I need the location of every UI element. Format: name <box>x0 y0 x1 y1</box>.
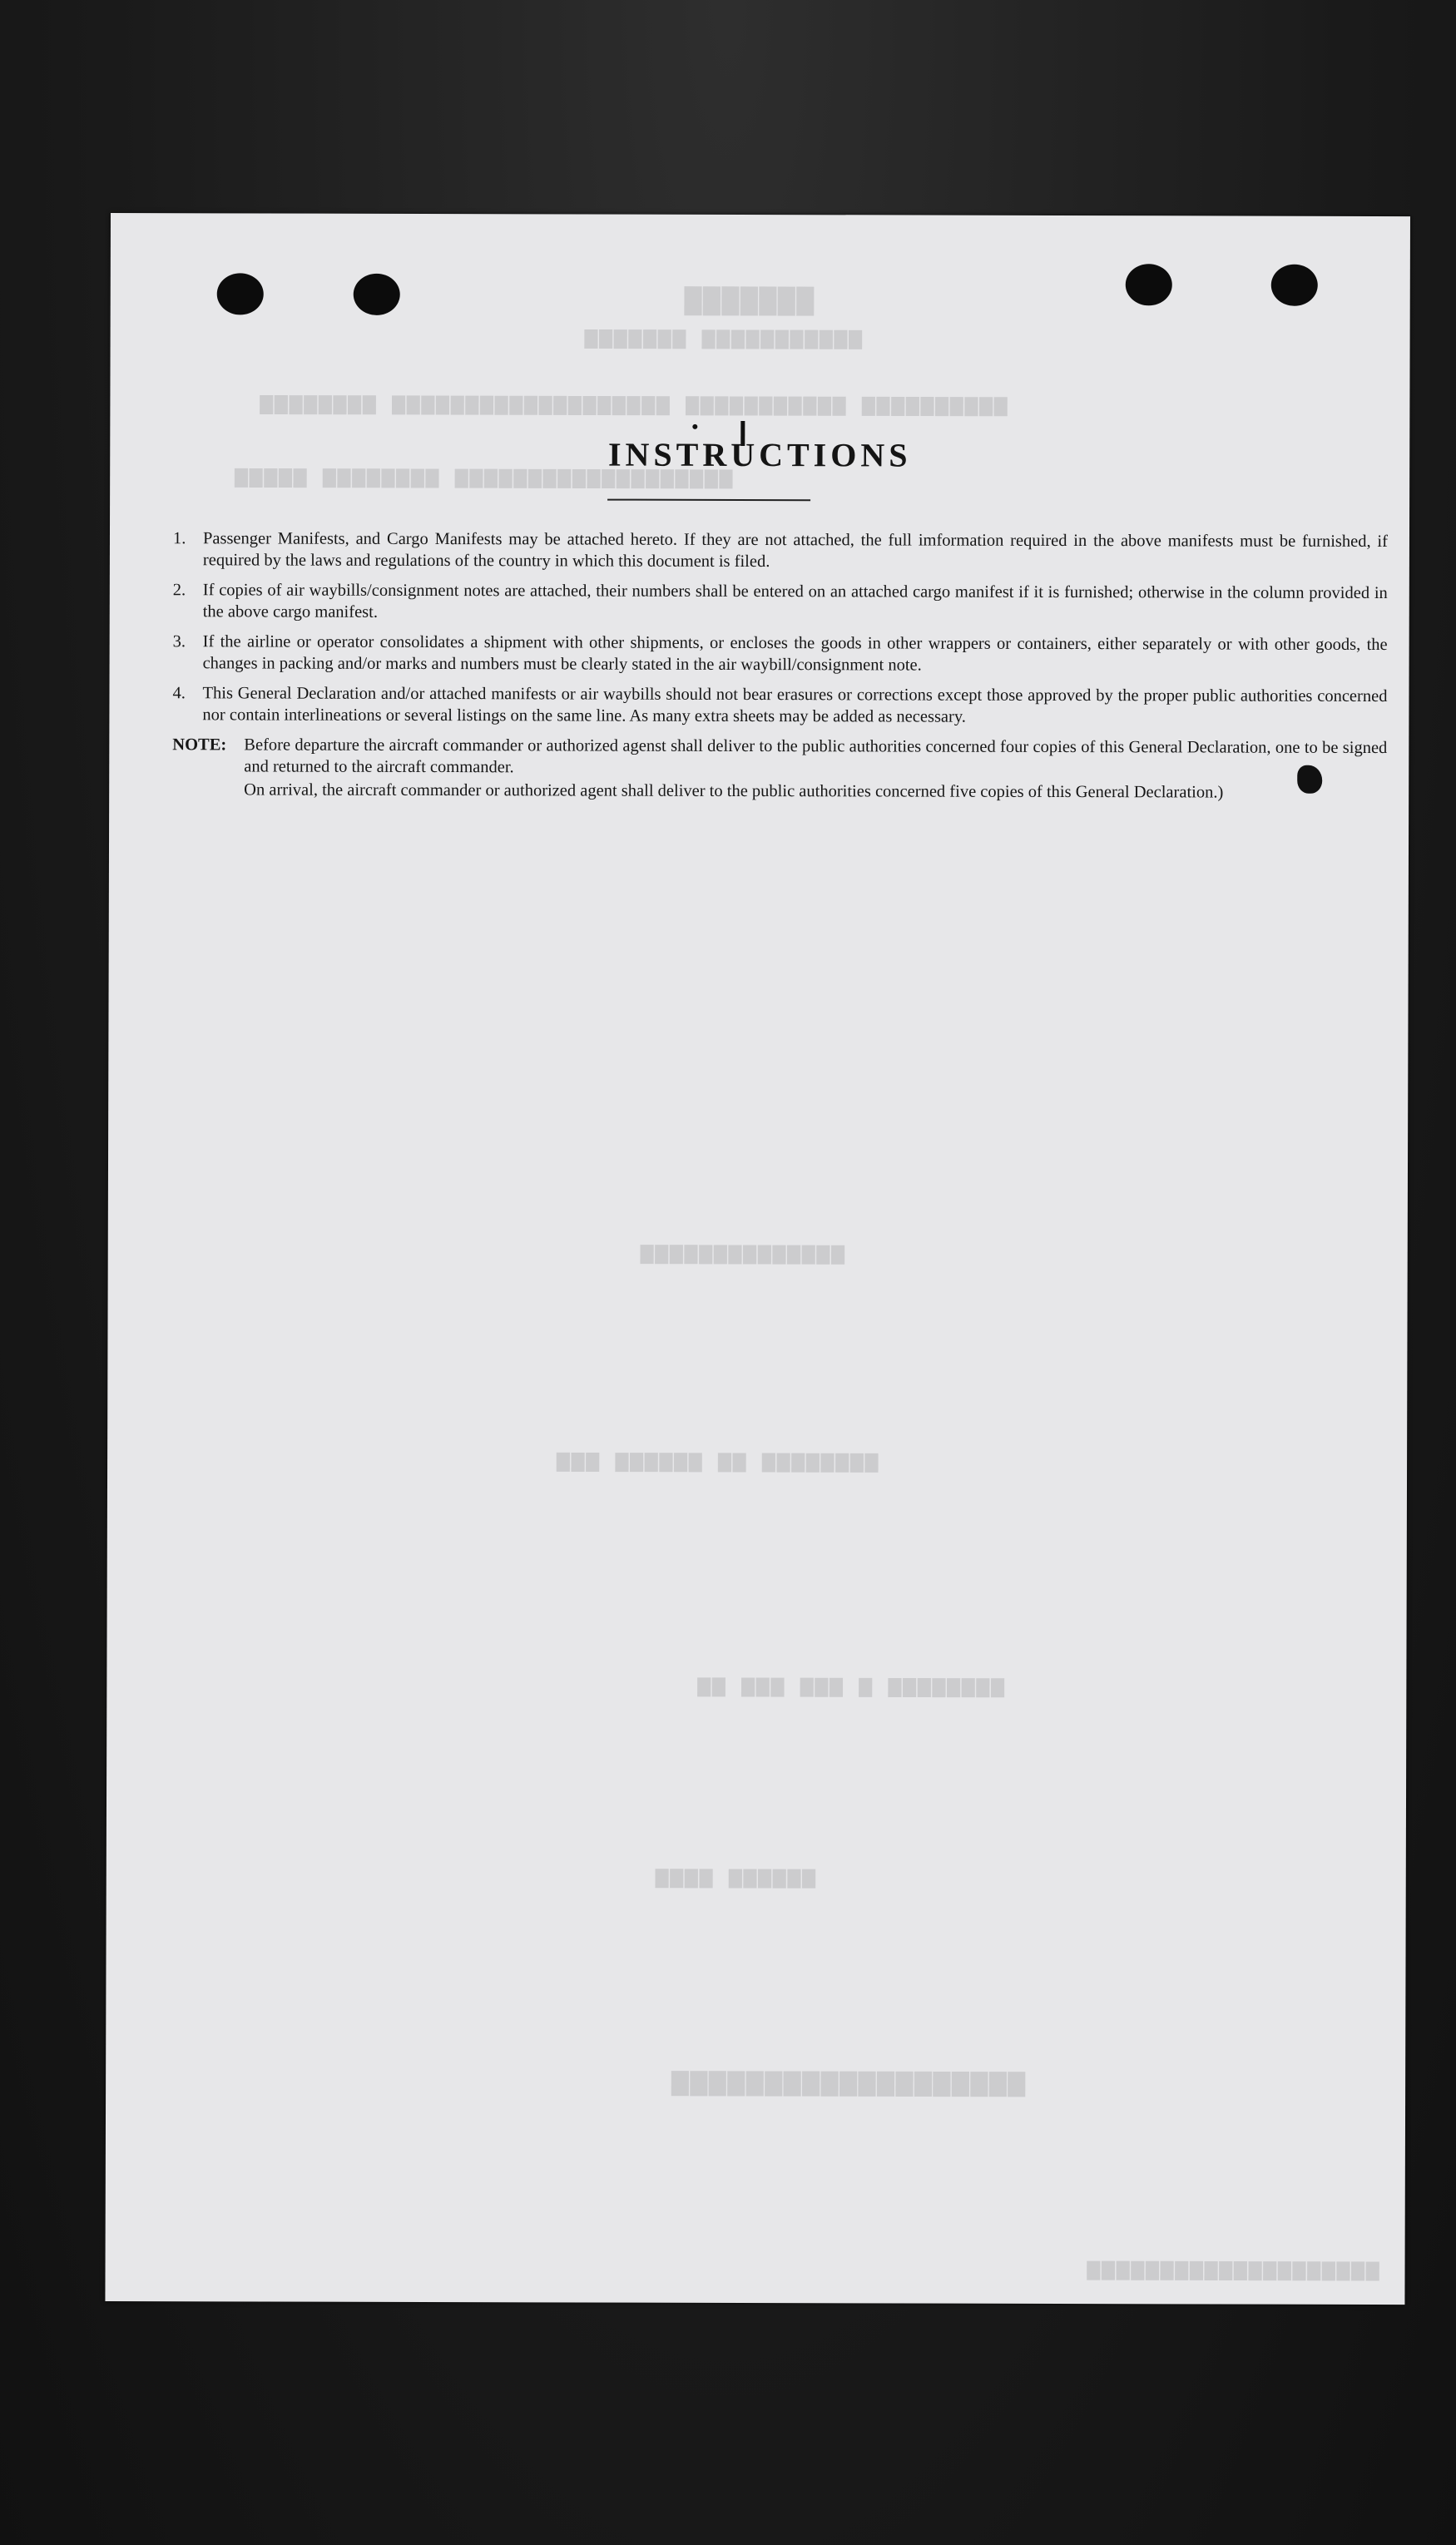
show-through: ▆▆▆▆▆▆▆▆▆▆▆▆▆▆▆▆▆▆▆ <box>671 2066 1028 2099</box>
item-number: 1. <box>172 529 186 548</box>
item-text: This General Declaration and/or attached manifests or air waybills should not bear erasures or corrections except those approved by the proper public authorities concerned nor contain interlineations or several listings on the same line. As many extra sheets may be added as necessary. <box>202 684 1388 726</box>
item-number: 4. <box>172 684 186 703</box>
note-body <box>244 734 1387 805</box>
note-paragraph: On arrival, the aircraft commander or authorized agent shall deliver to the public authorities concerned five copies of this General Declaration.) <box>244 780 1224 802</box>
item-text: Passenger Manifests, and Cargo Manifests may be attached hereto. If they are not attached, the full imformation required in the above manifests must be furnished, if required by the laws and regulations of the country in which this document is filed. <box>202 529 1388 572</box>
item-number: 2. <box>172 581 186 600</box>
show-through: ▆▆▆▆ ▆▆▆▆▆▆ <box>655 1864 817 1890</box>
show-through: ▆▆▆▆▆▆▆▆▆▆▆▆▆▆ <box>640 1240 846 1266</box>
item-number: 3. <box>172 632 186 651</box>
show-through: ▆▆▆▆▆ ▆▆▆▆▆▆▆▆ ▆▆▆▆▆▆▆▆▆▆▆▆▆▆▆▆▆▆▆ <box>235 463 735 490</box>
note-label: NOTE: <box>172 735 227 755</box>
show-through: ▇▇▇▇▇▇▇ <box>684 285 816 319</box>
punch-hole <box>1271 265 1318 306</box>
instruction-item <box>172 682 1387 729</box>
show-through: ▆▆▆▆▆▆▆ ▆▆▆▆▆▆▆▆▆▆▆ <box>584 324 864 351</box>
show-through: ▆▆▆▆▆▆▆▆▆▆▆▆▆▆▆▆▆▆▆▆ <box>1087 2256 1381 2283</box>
punch-hole <box>217 273 264 314</box>
page-title: INSTRUCTIONS <box>607 435 912 474</box>
instructions-list <box>172 527 1388 805</box>
show-through: ▆▆ ▆▆▆ ▆▆▆ ▆ ▆▆▆▆▆▆▆▆ <box>697 1672 1006 1699</box>
item-text: If the airline or operator consolidates a shipment with other shipments, or encloses the goods in other wrappers or containers, either separately or with other goods, the changes in packing and/or marks and numbers must be clearly stated in the air waybill/consignment note. <box>202 632 1388 675</box>
note-paragraph: Before departure the aircraft commander or authorized agenst shall deliver to the public authorities concerned four copies of this General Declaration, one to be signed and returned to the aircraft commander. <box>244 735 1388 777</box>
show-through: ▆▆▆▆▆▆▆▆ ▆▆▆▆▆▆▆▆▆▆▆▆▆▆▆▆▆▆▆ ▆▆▆▆▆▆▆▆▆▆▆ ▆▆▆▆▆▆▆▆▆▆ <box>260 390 1009 418</box>
punch-hole <box>1126 264 1172 305</box>
show-through: ▆▆▆ ▆▆▆▆▆▆ ▆▆ ▆▆▆▆▆▆▆▆ <box>557 1448 880 1474</box>
punch-hole <box>354 274 400 315</box>
document-page <box>105 213 1410 2305</box>
note-section <box>172 734 1387 805</box>
instruction-item <box>173 579 1388 626</box>
title-underline <box>607 499 810 502</box>
ink-mark <box>692 424 697 429</box>
instruction-item <box>173 631 1388 677</box>
instruction-item <box>173 527 1388 574</box>
item-text: If copies of air waybills/consignment notes are attached, their numbers shall be entered on an attached cargo manifest if it is furnished; otherwise in the column provided in the above cargo manifest. <box>202 581 1388 621</box>
